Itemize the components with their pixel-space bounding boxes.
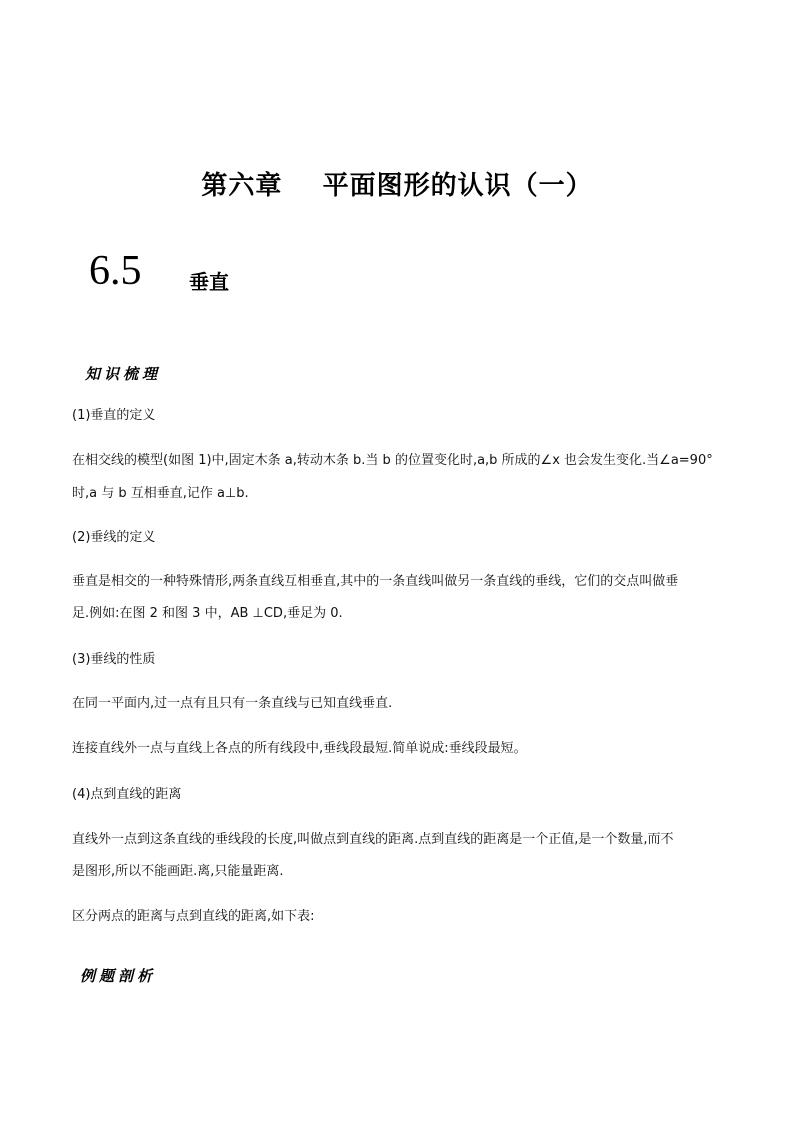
paragraph-distance-comparison: 区分两点的距离与点到直线的距离,如下表:	[72, 909, 315, 924]
section-title: 垂直	[189, 270, 229, 294]
section-number: 6.5	[89, 248, 142, 294]
paragraph-perpendicular-line-1: 垂直是相交的一种特殊情形,两条直线互相垂直,其中的一条直线叫做另一条直线的垂线，它们的交点叫做垂	[72, 574, 679, 589]
heading-perpendicular-definition: (1)垂直的定义	[72, 408, 156, 423]
example-analysis-banner: 例题剖析	[80, 967, 157, 985]
paragraph-distance-line-2: 是图形,所以不能画距.离,只能量距离.	[72, 864, 284, 879]
knowledge-summary-banner: 知识梳理	[85, 365, 162, 383]
paragraph-perpendicular-line-2: 足.例如:在图 2 和图 3 中，AB ⊥CD,垂足为 0.	[72, 606, 343, 621]
paragraph-definition-line-1: 在相交线的模型(如图 1)中,固定木条 a,转动木条 b.当 b 的位置变化时,a,b 所成的∠x 也会发生变化.当∠a=90°	[72, 453, 713, 468]
heading-point-line-distance: (4)点到直线的距离	[72, 787, 182, 802]
chapter-title: 第六章 平面图形的认识（一）	[201, 171, 593, 201]
heading-perpendicular-line-definition: (2)垂线的定义	[72, 530, 156, 545]
paragraph-definition-line-2: 时,a 与 b 互相垂直,记作 a⊥b.	[72, 486, 249, 501]
paragraph-distance-line-1: 直线外一点到这条直线的垂线段的长度,叫做点到直线的距离.点到直线的距离是一个正值,是一个数量,而不	[72, 832, 674, 847]
paragraph-property-2: 连接直线外一点与直线上各点的所有线段中,垂线段最短.简单说成:垂线段最短。	[72, 741, 527, 756]
heading-perpendicular-properties: (3)垂线的性质	[72, 652, 156, 667]
paragraph-property-1: 在同一平面内,过一点有且只有一条直线与已知直线垂直.	[72, 696, 393, 711]
